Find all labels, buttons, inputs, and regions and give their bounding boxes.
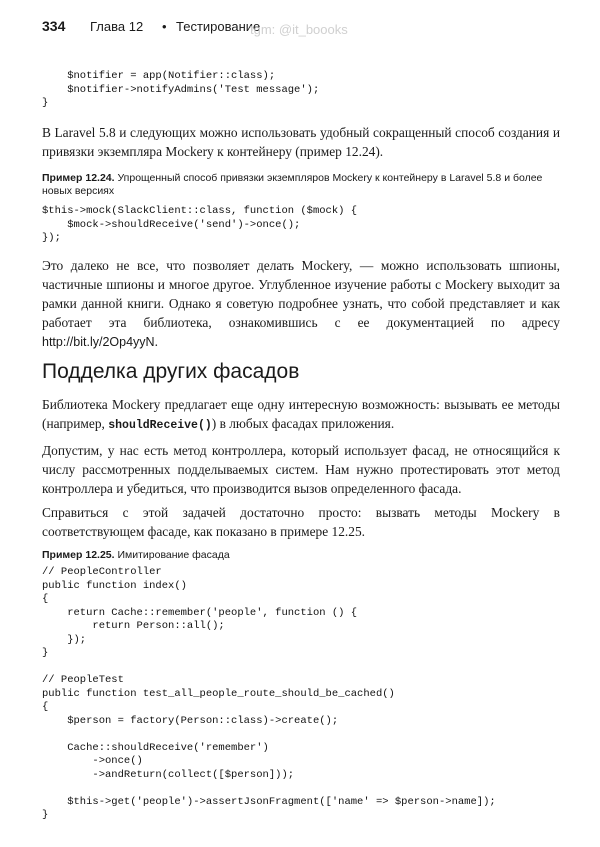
paragraph-end: . [154,334,158,349]
paragraph-solution: Справиться с этой задачей достаточно просто: вызвать методы Mockery в соответствующем фасаде, как показано в примере 12.25. [42,505,560,539]
chapter-title: Тестирование [176,19,261,34]
caption-text: Упрощенный способ привязки экземпляров Mockery к контейнеру в Laravel 5.8 и более новых версиях [42,172,543,197]
paragraph-text-before: Библиотека Mockery предлагает еще одну интересную возможность: вызывать ее методы (например, [42,397,560,431]
inline-code: shouldReceive() [108,419,212,432]
chapter-label: Глава 12 [90,19,144,34]
paragraph-mockery-features [42,256,560,352]
header-bullet: • [162,19,167,34]
code-block-mock: $this->mock(SlackClient::class, function ($mock) { $mock->shouldReceive('send')->once(); }); [42,205,358,244]
caption-text: Имитирование фасада [114,549,230,561]
code-block-facade-mock: // PeopleController public function index() { return Cache::remember('people', function () { return Person::all(); }); } // PeopleTest public function test_all_people_route_should_be_cached() { $person = factory(Person::class)->create(); Cache::shouldReceive('remember') ->once() ->andReturn(collect([$person])); $this->get('people')->assertJsonFragment(['name' => $person->name]); } [42,566,496,821]
section-heading: Подделка других фасадов [42,360,300,383]
caption-label: Пример 12.25. [42,549,115,561]
paragraph-laravel-58: В Laravel 5.8 и следующих можно использовать удобный сокращенный способ создания и привязки экземпляра Mockery к контейнеру (пример 12.24). [42,125,560,159]
page-number: 334 [42,18,66,34]
code-block-notifier: $notifier = app(Notifier::class); $notifier->notifyAdmins('Test message'); } [42,70,320,109]
paragraph-text-after: ) в любых фасадах приложения. [211,416,395,431]
paragraph-text: Это далеко не все, что позволяет делать Mockery, — можно использовать шпионы, частичные шпионы и многое другое. Углубленное изучение работы с Mockery выходит за рамки данной книги. Однако я советую подробнее узнать, что собой представляет и как работает эта библиотека, ознакомившись с ее документацией по адресу [42,258,560,330]
watermark: tgm: @it_boooks [250,22,348,37]
paragraph-mockery-facades [42,395,560,435]
paragraph-controller-method: Допустим, у нас есть метод контроллера, который использует фасад, не относящийся к числу рассмотренных подделываемых систем. Нам нужно протестировать этот метод контроллера и убедиться, что производится вызов определенного фасада. [42,443,560,496]
caption-example-12-24 [42,172,560,198]
docs-link[interactable]: http://bit.ly/2Op4yyN [42,335,155,349]
caption-example-12-25 [42,549,560,562]
caption-label: Пример 12.24. [42,172,115,184]
